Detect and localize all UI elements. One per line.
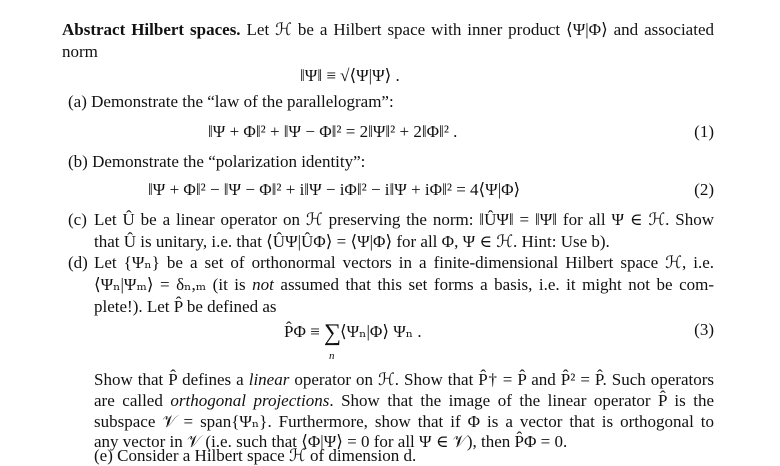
part-b-text: Demonstrate the “polarization identity”: <box>92 152 366 171</box>
sum-symbol <box>323 320 342 362</box>
equation-2: ‖Ψ + Φ‖² − ‖Ψ − Φ‖² + i‖Ψ − iΦ‖² − i‖Ψ + iΦ‖² = 4⟨Ψ|Φ⟩ <box>148 180 521 199</box>
p1-text-b: operator on ℋ. Show that P̂† = P̂ and P̂² = P̂. Such operators <box>289 370 714 389</box>
equation-number-3: (3) <box>694 320 714 339</box>
part-d-line-2-rest: assumed that this set forms a basis, i.e. it might not be com- <box>273 275 715 294</box>
p1-text-a: Show that P̂ defines a <box>94 370 249 389</box>
emphasis-not: not <box>252 275 274 294</box>
part-d-line-3: plete!). Let P̂ be defined as <box>94 297 277 316</box>
part-a <box>68 92 394 112</box>
part-d-paragraph-line-4: any vector in 𝒱 (i.e. such that ⟨Φ|Ψ⟩ = 0 for all Ψ ∈ 𝒱), then P̂Φ = 0. <box>94 432 568 451</box>
equation-1: ‖Ψ + Φ‖² + ‖Ψ − Φ‖² = 2‖Ψ‖² + 2‖Φ‖² . <box>208 122 458 141</box>
part-b <box>68 152 365 172</box>
equation-3 <box>284 320 422 362</box>
norm-equation: ‖Ψ‖ ≡ √⟨Ψ|Ψ⟩ . <box>300 66 400 85</box>
equation-number-2: (2) <box>694 180 714 199</box>
section-heading: Abstract Hilbert spaces. <box>62 20 241 39</box>
intro-line-2: norm <box>62 42 98 61</box>
p2-text-a: are called <box>94 391 171 410</box>
sum-sign: ∑ <box>323 320 342 346</box>
intro-line-1 <box>62 20 714 40</box>
part-d-paragraph-line-3: subspace 𝒱 = span{Ψₙ}. Furthermore, show that if Φ is a vector that is orthogonal to <box>94 412 714 431</box>
emphasis-orthogonal-projections: orthogonal projections <box>170 391 330 410</box>
part-d-paragraph-line-1 <box>94 370 714 390</box>
sum-index: n <box>328 350 335 362</box>
part-d-line-2 <box>94 275 714 295</box>
part-d-paragraph-line-2 <box>94 391 714 411</box>
part-c-line-2: that Û is unitary, i.e. that ⟨ÛΨ|ÛΦ⟩ = ⟨Ψ|Φ⟩ for all Φ, Ψ ∈ ℋ. Hint: Use b). <box>94 232 610 251</box>
part-b-label: (b) <box>68 152 88 171</box>
equation-number-1: (1) <box>694 122 714 141</box>
part-c-line-1: Let Û be a linear operator on ℋ preserving the norm: ‖ÛΨ‖ = ‖Ψ‖ for all Ψ ∈ ℋ. Show <box>94 210 714 229</box>
part-a-text: Demonstrate the “law of the parallelogram”: <box>91 92 394 111</box>
p2-text-b: . Show that the image of the linear operator P̂ is the <box>329 391 714 410</box>
cutoff-next-line: (e) Consider a Hilbert space ℋ of dimension d. <box>94 446 417 465</box>
part-d-line-1: Let {Ψₙ} be a set of orthonormal vectors in a finite-dimensional Hilbert space ℋ, i.e. <box>94 253 714 272</box>
part-a-label: (a) <box>68 92 87 111</box>
equation-3-rhs: ⟨Ψₙ|Φ⟩ Ψₙ . <box>339 322 422 341</box>
kronecker-text: ⟨Ψₙ|Ψₘ⟩ = δₙ,ₘ (it is <box>94 275 253 294</box>
intro-text: Let ℋ be a Hilbert space with inner product ⟨Ψ|Φ⟩ and associated <box>240 20 714 39</box>
part-c-label: (c) <box>68 210 87 229</box>
part-d-label: (d) <box>68 253 88 272</box>
equation-3-lhs: P̂Φ ≡ <box>284 322 324 341</box>
emphasis-linear: linear <box>248 370 290 389</box>
